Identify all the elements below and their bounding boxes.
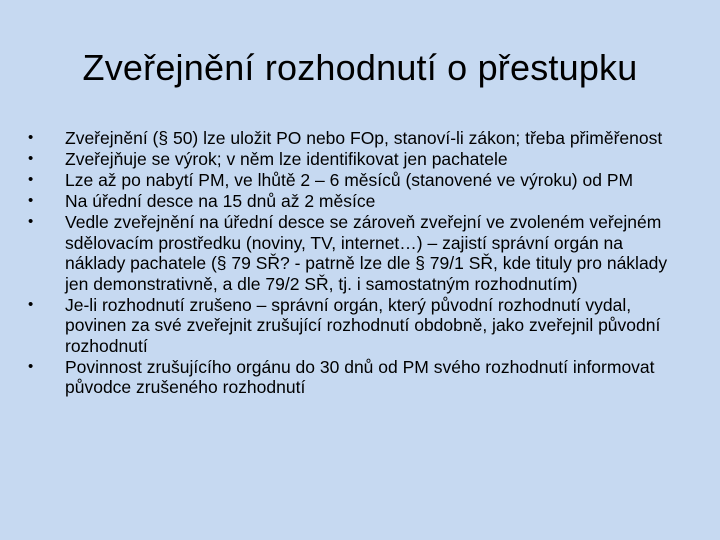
bullet-point-icon: •: [28, 192, 34, 209]
list-item: [28, 357, 688, 398]
slide-title: Zveřejnění rozhodnutí o přestupku: [82, 47, 638, 88]
bullet-text: Vedle zveřejnění na úřední desce se zároveň zveřejní ve zvoleném veřejném sdělovacím prostředku (noviny, TV, internet…) – zajistí správní orgán na náklady pachatele (§ 79 SŘ? - patrně lze dle § 79/1 SŘ, kde tituly pro náklady jen demonstrativně, a dle 79/2 SŘ, tj. i samostatným rozhodnutím): [65, 212, 668, 294]
list-item: [28, 149, 688, 170]
bullet-text: Povinnost zrušujícího orgánu do 30 dnů od PM svého rozhodnutí informovat původce zrušeného rozhodnutí: [65, 356, 655, 397]
bullet-list: [28, 128, 688, 398]
bullet-text: Na úřední desce na 15 dnů až 2 měsíce: [65, 191, 376, 211]
bullet-point-icon: •: [28, 213, 34, 230]
bullet-point-icon: •: [28, 129, 34, 146]
bullet-text: Zveřejňuje se výrok; v něm lze identifikovat jen pachatele: [65, 149, 508, 169]
bullet-point-icon: •: [28, 150, 34, 167]
bullet-text: Lze až po nabytí PM, ve lhůtě 2 – 6 měsíců (stanovené ve výroku) od PM: [65, 170, 634, 190]
bullet-point-icon: •: [28, 295, 34, 313]
list-item: [28, 295, 688, 357]
list-item: [28, 170, 688, 191]
list-item: [28, 191, 688, 212]
bullet-point-icon: •: [28, 357, 34, 375]
list-item: [28, 212, 688, 294]
bullet-text: Zveřejnění (§ 50) lze uložit PO nebo FOp, stanoví-li zákon; třeba přiměřenost: [65, 128, 663, 148]
bullet-text: Je-li rozhodnutí zrušeno – správní orgán, který původní rozhodnutí vydal, povinen za své zveřejnit zrušující rozhodnutí obdobně, jako zveřejnil původní rozhodnutí: [65, 294, 661, 356]
bullet-point-icon: •: [28, 171, 34, 188]
list-item: [28, 128, 688, 149]
